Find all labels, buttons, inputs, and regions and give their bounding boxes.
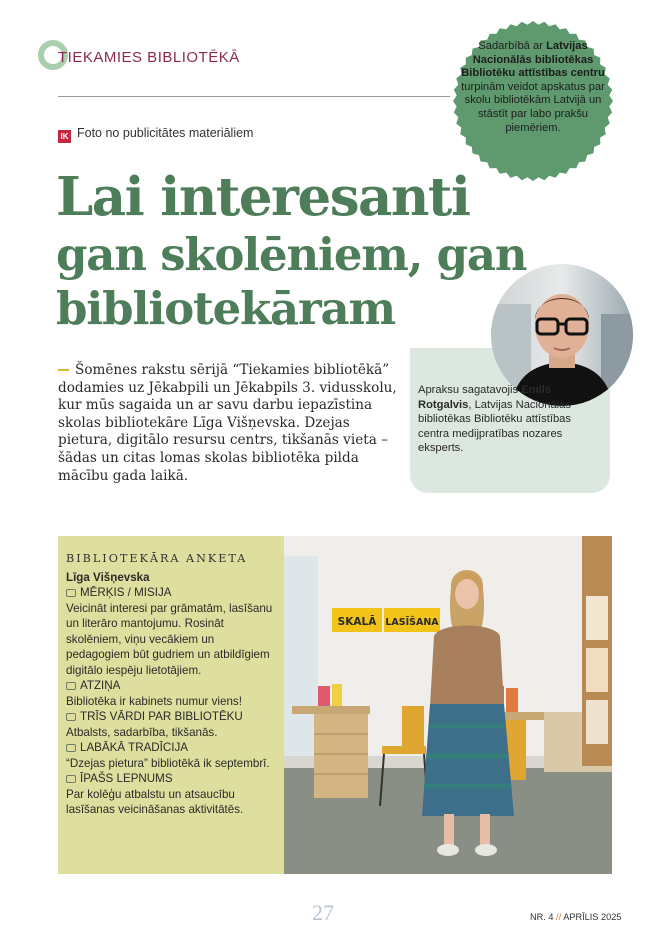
article-title (56, 166, 527, 336)
questionnaire-label (66, 740, 280, 756)
pencil-icon (66, 713, 76, 721)
issue-separator: // (553, 912, 564, 922)
badge-text-part2: turpinām veidot apskatus par skolu bibliotēkām Latvijā un stāstīt par labo prakšu piemēriem. (461, 80, 605, 134)
label-text: TRĪS VĀRDI PAR BIBLIOTĒKU (80, 710, 243, 723)
questionnaire-label (66, 678, 280, 694)
lead-dash-icon (58, 369, 69, 371)
badge-text (459, 40, 607, 135)
issue-prefix: NR. 4 (530, 912, 554, 922)
label-text: LABĀKĀ TRADĪCIJA (80, 741, 189, 754)
pencil-icon (66, 682, 76, 690)
label-text: ATZIŅA (80, 679, 121, 692)
title-line-1: Lai interesanti (56, 166, 470, 228)
lead-text: Šomēnes rakstu sērijā “Tiekamies bibliotēkā” dodamies uz Jēkabpili un Jēkabpils 3. vidusskolu, kur mūs sagaida un ar savu darbu iepazīstina skolas bibliotekāre Līga Višņevska. Dzejas pietura, digitālo resursu centrs, tikšanās vieta – šādas un citas lomas skolas bibliotēka pilda mācību gada laikā. (58, 362, 397, 484)
pencil-icon (66, 744, 76, 752)
badge-text-bold: Latvijas Nacionālās bibliotēkas Bibliotēku attīstības centru (461, 40, 605, 80)
questionnaire-value: “Dzejas pietura” bibliotēkā ik septembrī. (66, 756, 270, 770)
title-line-3: bibliotekāram (56, 282, 395, 335)
issue-info (530, 912, 621, 922)
label-text: ĪPAŠS LEPNUMS (80, 772, 173, 785)
issue-date: APRĪLIS 2025 (563, 912, 622, 922)
questionnaire-value: Atbalsts, sadarbība, tikšanās. (66, 725, 218, 739)
author-name: Emīls Rotgalvis (418, 384, 552, 411)
questionnaire-label (66, 709, 280, 725)
page-number: 27 (312, 900, 334, 925)
questionnaire-value: Bibliotēka ir kabinets numur viens! (66, 694, 242, 708)
author-text-part2: , Latvijas Nacionālās bibliotēkas Bibliotēku attīstības centra medijpratības nozares eksperts. (418, 398, 571, 455)
questionnaire-label (66, 771, 280, 787)
questionnaire-label (66, 585, 280, 601)
lead-paragraph (58, 362, 398, 485)
photo-credit-text: Foto no publicitātes materiāliem (77, 126, 254, 140)
pencil-icon (66, 775, 76, 783)
author-text-part1: Apraksu sagatavojis (418, 384, 522, 396)
header-divider (58, 96, 450, 97)
sign-skala: SKALĀ (337, 616, 377, 628)
badge-text-part1: Sadarbībā ar (478, 40, 547, 52)
label-text: MĒRĶIS / MISIJA (80, 586, 172, 599)
section-title: TIEKAMIES BIBLIOTĒKĀ (58, 49, 240, 66)
pencil-icon (66, 589, 76, 597)
questionnaire (66, 551, 280, 818)
questionnaire-name: Līga Višņevska (66, 570, 150, 584)
photo-credit (58, 126, 253, 143)
ik-logo-icon: IK (58, 130, 71, 143)
sign-lasisana: LASĪŠANA (385, 617, 439, 628)
questionnaire-value: Veicināt interesi par grāmatām, lasīšanu un literāro mantojumu. Rosināt skolēniem, viņu vecākiem un pedagogiem būt gudriem un atbildīgiem digitālo iespēju lietotājiem. (66, 601, 273, 677)
questionnaire-heading: BIBLIOTEKĀRA ANKETA (66, 552, 248, 565)
author-text (418, 383, 604, 456)
library-photo (284, 536, 612, 874)
questionnaire-value: Par kolēģu atbalstu un atsaucību lasīšanas veicināšanas aktivitātēs. (66, 787, 244, 816)
title-line-2: gan skolēniem, gan (56, 228, 527, 281)
